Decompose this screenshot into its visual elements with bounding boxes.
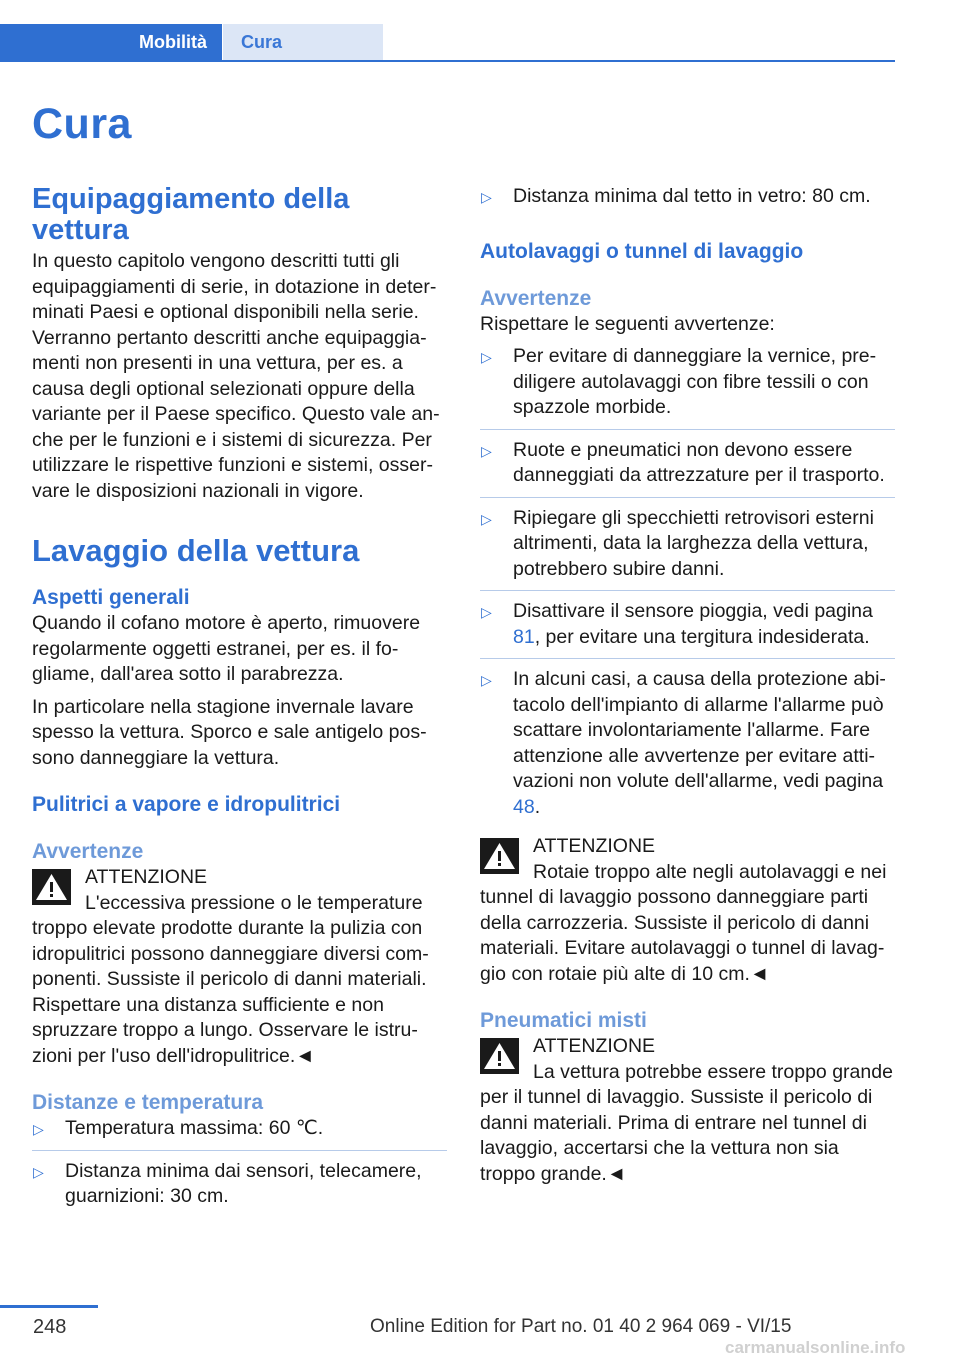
wash-heading: Lavaggio della vettura [32,533,360,568]
list-item: ▷ Disattivare il sensore pioggia, vedi pagina 81, per evitare una tergitura indesiderata. [480,599,895,659]
triangle-bullet-icon: ▷ [481,510,492,527]
carwash-notes-heading: Avvertenze [480,286,592,310]
page-link-48[interactable]: 48 [513,795,535,818]
warning-text: Rotaie troppo alte negli autolavaggi e nei tunnel di lavaggio possono danneggiare parti della carrozzeria. Sussiste il pericolo di danni materiali. Evitare autolavaggi o tunnel di lavaggio con rotaie più alte di 10 cm.◄ [480,860,887,985]
list-item: ▷ Temperatura massima: 60 ℃. [32,1116,447,1151]
triangle-bullet-icon: ▷ [481,189,492,205]
warning-triangle-icon [480,1038,519,1074]
carwash-heading: Autolavaggi o tunnel di lavaggio [480,239,804,263]
page-title: Cura [32,100,132,148]
warning-text: L'eccessiva pressione o le temperature troppo elevate prodotte durante la pulizia con idropulitrici possono danneggiare diversi componenti. Sussiste il pericolo di danni materiali. Rispettare una distanza sufficiente e non spruzzare troppo a lungo. Osservare le istruzioni per l'uso dell'idropulitrice.◄ [32,891,429,1067]
watermark: carmanualsonline.info [725,1338,906,1357]
page-link-81[interactable]: 81 [513,625,535,648]
list-item: ▷ Per evitare di danneggiare la vernice, prediligere autolavaggi con fibre tessili o con spazzole morbide. [480,344,895,430]
triangle-bullet-icon: ▷ [481,604,492,620]
warning-triangle-icon [32,869,71,905]
equip-heading: Equipaggiamento della vettura [32,183,350,246]
equip-text: In questo capitolo vengono descritti tutti gli equipaggiamenti di serie, in dotazione in determinati Paesi e optional disponibili nella serie. Verranno pertanto descritti anche equipaggiamenti non presenti in una vettura, per es. a causa degli optional selezionati oppure della variante per il Paese specifico. Questo vale anche per le funzioni e i sistemi di sicurezza. Per utilizzare le rispettive funzioni e sistemi, osservare le disposizioni nazionali in vigore. [32,250,440,502]
dist-heading: Distanze e temperatura [32,1091,264,1114]
warning-label: ATTENZIONE [85,866,208,888]
tires-heading: Pneumatici misti [480,1009,647,1032]
dist-list-continued [480,184,895,218]
general-p1: Quando il cofano motore è aperto, rimuovere regolarmente oggetti estranei, per es. il fogliame, dall'area sotto il parabrezza. [32,612,421,685]
triangle-bullet-icon: ▷ [481,349,492,365]
warning-box-tires [480,1034,895,1187]
tab-cura[interactable]: Cura [223,24,383,60]
list-item: ▷ Distanza minima dai sensori, telecamere, guarnizioni: 30 cm. [33,1159,422,1207]
warning-text: La vettura potrebbe essere troppo grande per il tunnel di lavaggio. Sussiste il pericolo di danni materiali. Prima di entrare nel tunnel di lavaggio, accertarsi che la vettura non sia troppo grande.◄ [480,1060,893,1185]
warning-label: ATTENZIONE [533,835,656,857]
list-item: ▷ In alcuni casi, a causa della protezione abitacolo dell'impianto di allarme l'allarme può scattare involontariamente l'allarme. Fare attenzione alle avvertenze per evitare attivazioni non volute dell'allarme, vedi pagina 48. [481,668,886,818]
page-number: 248 [33,1316,67,1338]
edition-info: Online Edition for Part no. 01 40 2 964 069 - VI/15 [370,1316,792,1337]
warning-box-steam [32,865,447,1069]
triangle-bullet-icon: ▷ [481,442,492,459]
list-item: ▷ Distanza minima dal tetto in vetro: 80 cm. [480,184,895,218]
notes-intro: Rispettare le seguenti avvertenze: [480,312,775,335]
header-divider [0,60,895,62]
triangle-bullet-icon: ▷ [33,1121,44,1137]
general-p2: In particolare nella stagione invernale lavare spesso la vettura. Sporco e sale antigelo possono danneggiare la vettura. [32,695,427,769]
header-tabs [0,24,895,62]
dist-list [32,1116,447,1218]
warning-label: ATTENZIONE [533,1035,656,1057]
footer-divider [0,1305,98,1308]
left-column [32,184,447,1218]
steam-heading: Pulitrici a vapore e idropulitrici [32,793,341,816]
list-item: ▷ Ripiegare gli specchietti retrovisori esterni altrimenti, data la larghezza della vettura, potrebbero subire danni. [480,506,895,592]
triangle-bullet-icon: ▷ [481,672,492,688]
right-column [480,184,895,1187]
list-item: ▷ Ruote e pneumatici non devono essere danneggiati da attrezzature per il trasporto. [480,438,895,498]
warning-triangle-icon [480,838,519,874]
general-heading: Aspetti generali [32,586,190,609]
tab-mobilita[interactable]: Mobilità [0,24,222,60]
steam-notes-heading: Avvertenze [32,840,144,863]
warning-box-carwash [480,834,895,987]
triangle-bullet-icon: ▷ [33,1163,44,1180]
notes-list [480,344,895,828]
